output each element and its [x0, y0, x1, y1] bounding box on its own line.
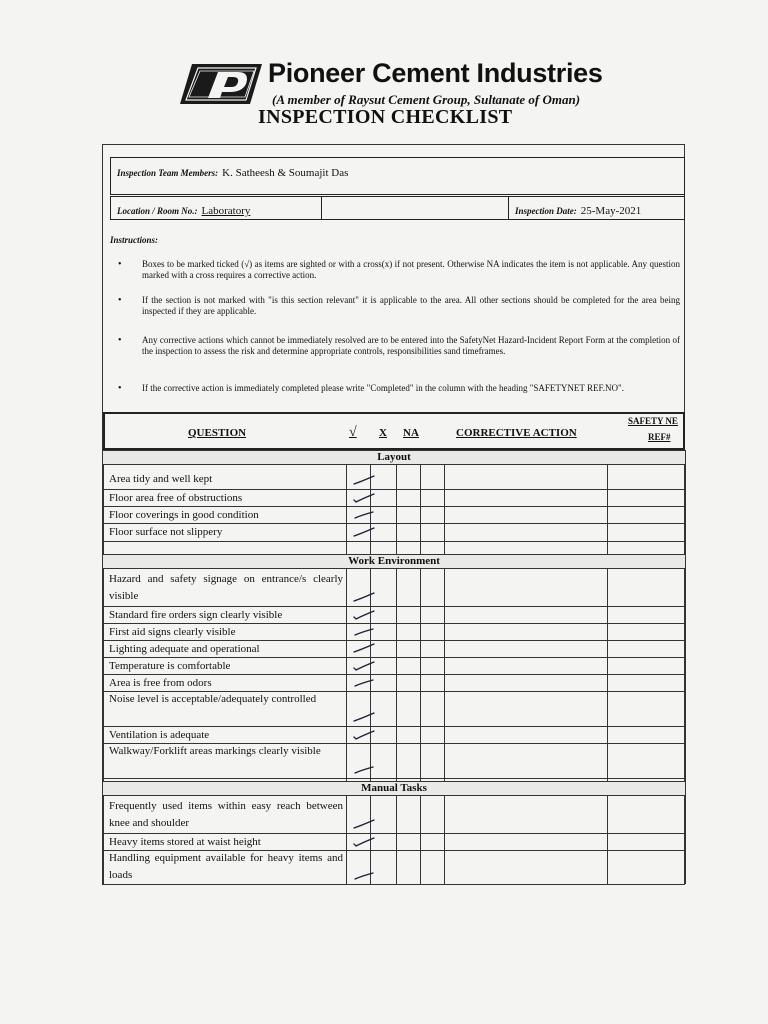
bullet-icon: • [118, 383, 122, 394]
checkmark-icon [352, 590, 376, 604]
col-header-ref-line2: REF# [648, 432, 671, 442]
table-row-question: Floor coverings in good condition [109, 509, 259, 521]
table-row-question: Area tidy and well kept [109, 473, 213, 485]
section-header: Layout [103, 450, 685, 464]
col-header-x: X [379, 427, 387, 439]
checkmark-icon [352, 473, 376, 487]
instructions-title: Instructions: [110, 235, 159, 245]
column-divider [444, 450, 445, 884]
team-members-value: K. Satheesh & Soumajit Das [222, 167, 349, 179]
column-divider [607, 450, 608, 884]
row-divider [103, 450, 685, 451]
checkmark-icon [352, 658, 376, 672]
col-header-question: QUESTION [188, 427, 247, 439]
checkmark-icon [352, 507, 376, 521]
row-divider [103, 781, 685, 782]
table-row-question: Floor area free of obstructions [109, 492, 243, 504]
table-row-question: Lighting adequate and operational [109, 643, 260, 655]
section-header: Work Environment [103, 554, 685, 568]
checkmark-icon [352, 641, 376, 655]
table-row-question: First aid signs clearly visible [109, 626, 236, 638]
table-row-question: Frequently used items within easy reach between knee and shoulder [109, 800, 343, 829]
checkmark-icon [352, 762, 376, 776]
instruction-item: • If the section is not marked with "is this section relevant" it is applicable to the area. All other sections should be completed for the area being inspected if they are applicable. [118, 295, 680, 316]
table-row-question: Ventilation is adequate [109, 729, 210, 741]
table-row-question: Standard fire orders sign clearly visible [109, 609, 283, 621]
row-divider [103, 541, 685, 542]
checkmark-icon [352, 675, 376, 689]
location-label: Location / Room No.: [117, 206, 198, 216]
inspection-date-box [508, 196, 685, 220]
bullet-icon: • [118, 335, 122, 346]
table-row-question: Temperature is comfortable [109, 660, 231, 672]
checkmark-icon [352, 525, 376, 539]
column-divider [103, 450, 104, 884]
instruction-item: • Any corrective actions which cannot be immediately resolved are to be entered into the SafetyNet Hazard-Incident Report Form at the completion of the inspection to assess the risk and determine appropriate controls, responsibilities sand timeframes. [118, 335, 680, 356]
checkmark-icon [352, 834, 376, 848]
table-row-question: Handling equipment available for heavy items and loads [109, 852, 343, 881]
col-header-ref-line1: SAFETY NE [628, 416, 678, 426]
checkmark-icon [352, 710, 376, 724]
row-divider [103, 464, 685, 465]
inspection-date-value: 25-May-2021 [580, 205, 642, 217]
location-value: Laboratory [201, 205, 251, 217]
instruction-item: • If the corrective action is immediately completed please write "Completed" in the column with the heading "SAFETYNET REF.NO". [118, 383, 624, 394]
section-header: Manual Tasks [103, 781, 685, 795]
table-bottom-border [103, 884, 685, 885]
member-line: (A member of Raysut Cement Group, Sultanate of Oman) [272, 92, 581, 107]
inspection-date-label: Inspection Date: [515, 206, 577, 216]
location-box [110, 196, 322, 220]
col-header-corrective-action: CORRECTIVE ACTION [456, 427, 577, 439]
table-row-question: Floor surface not slippery [109, 526, 223, 538]
table-row-question: Hazard and safety signage on entrance/s clearly visible [109, 573, 343, 602]
col-header-tick: √ [349, 425, 357, 440]
checkmark-icon [352, 490, 376, 504]
bullet-icon: • [118, 295, 122, 306]
column-divider [685, 450, 686, 884]
row-divider [103, 568, 685, 569]
page-title: INSPECTION CHECKLIST [258, 106, 513, 128]
row-divider [103, 554, 685, 555]
table-row-question: Heavy items stored at waist height [109, 836, 261, 848]
company-name: Pioneer Cement Industries [268, 58, 603, 88]
table-row-question: Noise level is acceptable/adequately controlled [109, 693, 317, 705]
checkmark-icon [352, 624, 376, 638]
pioneer-logo-icon [178, 62, 264, 106]
table-row-question: Area is free from odors [109, 677, 212, 689]
column-divider [396, 450, 397, 884]
checkmark-icon [352, 607, 376, 621]
blank-box [321, 196, 509, 220]
bullet-icon: • [118, 259, 122, 270]
column-divider [420, 450, 421, 884]
team-members-box [110, 157, 685, 195]
col-header-na: NA [403, 427, 419, 439]
checkmark-icon [352, 817, 376, 831]
team-members-label: Inspection Team Members: [117, 168, 219, 178]
checkmark-icon [352, 868, 376, 882]
row-divider [103, 795, 685, 796]
checkmark-icon [352, 727, 376, 741]
column-divider [346, 450, 347, 884]
table-row-question: Walkway/Forklift areas markings clearly visible [109, 745, 321, 757]
row-divider [103, 778, 685, 779]
instruction-item: • Boxes to be marked ticked (√) as items are sighted or with a cross(x) if not present. Otherwise NA indicates the item is not applicable. Any question marked with a cross requires a corrective action. [118, 259, 680, 280]
